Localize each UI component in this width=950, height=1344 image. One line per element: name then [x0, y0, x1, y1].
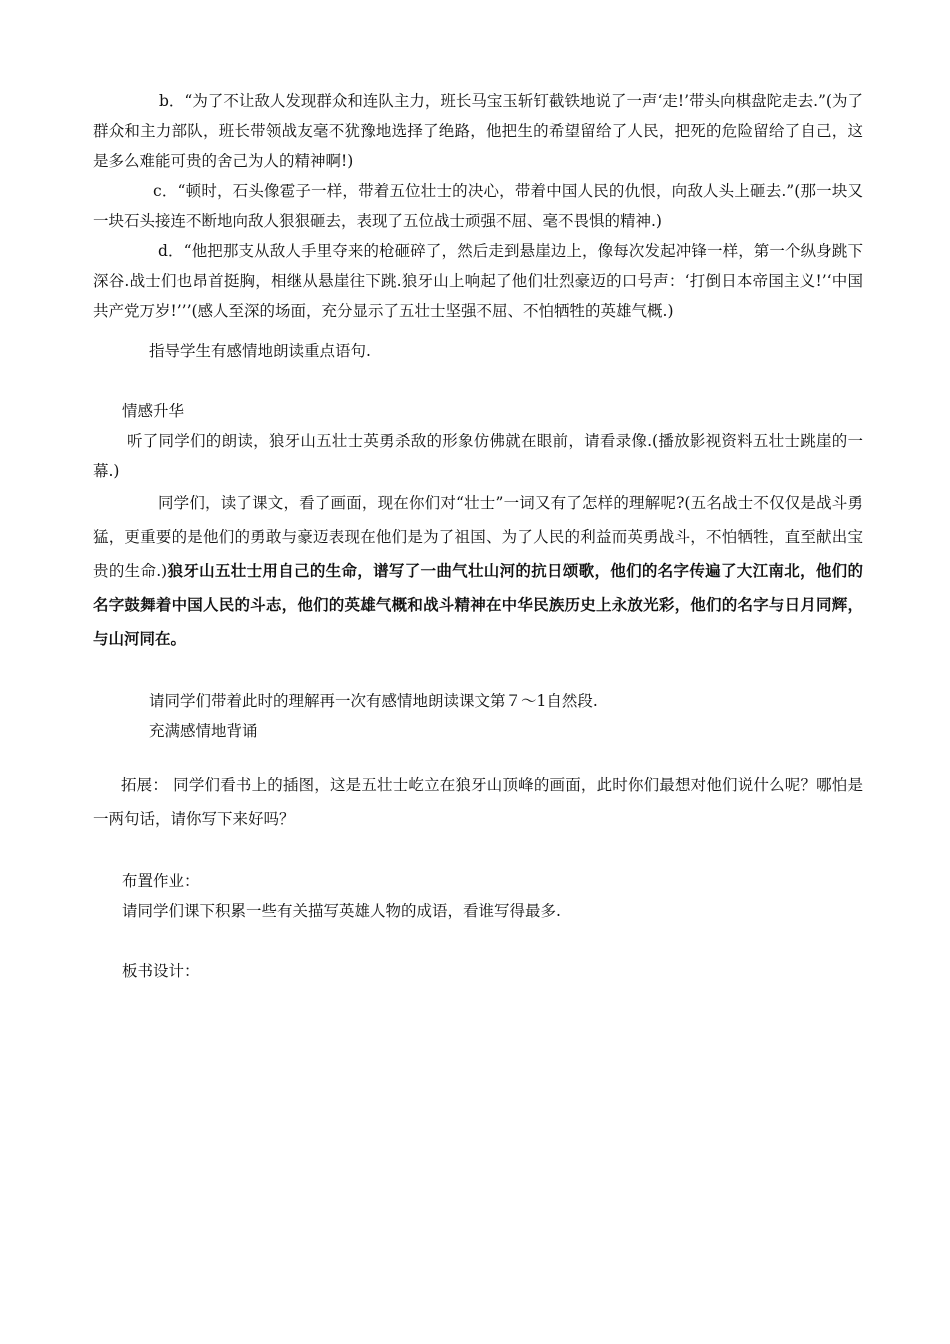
paragraph-b: b．“为了不让敌人发现群众和连队主力，班长马宝玉斩钉截铁地说了一声‘走!’带头向棋盘陀走去.”(为了群众和主力部队，班长带领战友毫不犹豫地选择了绝路，他把生的希望留给了人民，把死的危险留给了自己，这是多么难能可贵的舍己为人的精神啊!) [93, 92, 863, 170]
board-heading: 板书设计： [122, 962, 200, 980]
spacer [93, 326, 863, 336]
emotion-paragraph-1: 听了同学们的朗读，狼牙山五壮士英勇杀敌的形象仿佛就在眼前，请看录像.(播放影视资料五壮士跳崖的一幕.) [93, 432, 863, 480]
spacer [93, 366, 863, 396]
spacer [93, 746, 863, 768]
homework-text: 请同学们课下积累一些有关描写英雄人物的成语，看谁写得最多. [122, 902, 561, 920]
paragraph-d: d．“他把那支从敌人手里夺来的枪砸碎了，然后走到悬崖边上，像每次发起冲锋一样，第一个纵身跳下深谷.战士们也昂首挺胸，相继从悬崖往下跳.狼牙山上响起了他们壮烈豪迈的口号声：‘打倒日本帝国主义!’‘中国共产党万岁!’’’(感人至深的场面，充分显示了五壮士坚强不屈、不怕牺牲的英雄气概.) [93, 242, 863, 320]
reread-line: 请同学们带着此时的理解再一次有感情地朗读课文第７～1自然段. [149, 692, 598, 710]
recite-line: 充满感情地背诵 [149, 722, 258, 740]
paragraph-c: c．“顿时，石头像雹子一样，带着五位壮士的决心，带着中国人民的仇恨，向敌人头上砸去.”(那一块又一块石头接连不断地向敌人狠狠砸去，表现了五位战士顽强不屈、毫不畏惧的精神.) [93, 182, 863, 230]
spacer [93, 836, 863, 866]
spacer [93, 926, 863, 956]
emotion-paragraph-2 [93, 486, 863, 656]
homework-heading: 布置作业： [122, 872, 200, 890]
emotion-paragraph-2-normal: 同学们，读了课文，看了画面，现在你们对“壮士”一词又有了怎样的理解呢?(五名战士不仅仅是战斗勇猛，更重要的是他们的勇敢与豪迈表现在他们是为了祖国、为了人民的利益而英勇战斗，不怕牺牲，直至献出宝贵的生命.) [93, 494, 863, 580]
emotion-heading: 情感升华 [122, 402, 185, 420]
document-page [93, 86, 863, 986]
extend-paragraph: 拓展： 同学们看书上的插图，这是五壮士屹立在狼牙山顶峰的画面，此时你们最想对他们说什么呢？哪怕是一两句话，请你写下来好吗？ [93, 776, 863, 828]
emotion-paragraph-2-bold: 狼牙山五壮士用自己的生命，谱写了一曲气壮山河的抗日颂歌，他们的名字传遍了大江南北，他们的名字鼓舞着中国人民的斗志，他们的英雄气概和战斗精神在中华民族历史上永放光彩，他们的名字与日月同辉，与山河同在。 [93, 561, 863, 648]
guide-line: 指导学生有感情地朗读重点语句. [149, 342, 371, 360]
spacer [93, 656, 863, 686]
